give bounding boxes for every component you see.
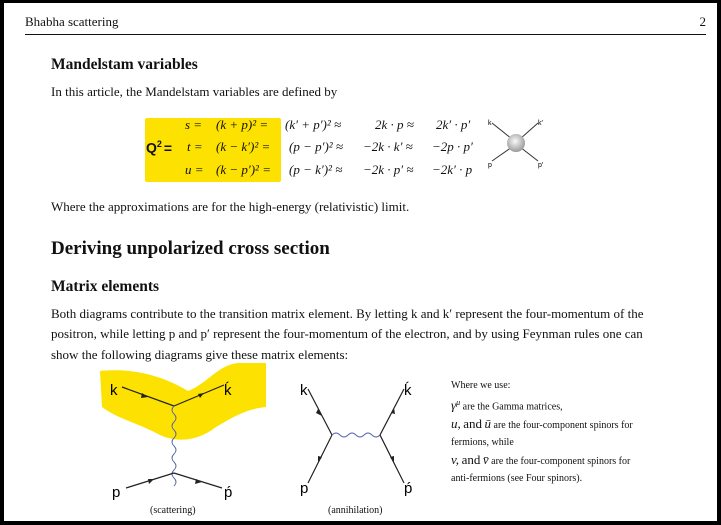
- interaction-blob-diagram: [482, 115, 552, 171]
- svg-text:k: k: [488, 120, 492, 127]
- eq-s-var: s =: [185, 117, 203, 132]
- svg-text:p′: p′: [538, 162, 544, 169]
- page-number: 2: [699, 14, 706, 29]
- svg-text:ḱ: ḱ: [224, 382, 232, 399]
- q-squared-annotation: $Q^2$ =: [146, 139, 173, 156]
- scattering-feynman-diagram: [104, 373, 254, 503]
- eq-t-var: t =: [187, 139, 203, 154]
- svg-text:k′: k′: [538, 120, 543, 127]
- svg-text:p: p: [488, 162, 492, 169]
- eq-u-var: u =: [185, 162, 204, 177]
- paragraph-line-2: positron, while letting p and p′ represent the four-momentum of the electron, and by using Feynman rules one can: [51, 326, 643, 341]
- notation-sidenote: Where we use: $\gamma^\mu$ are the Gamma matrices, u, and ū are the four-component spinors for fermions, while v, and v̄ are the four-component spinors for anti-fermions (see Four spinors).: [451, 380, 633, 485]
- intro-text: In this article, the Mandelstam variables are defined by: [51, 84, 338, 99]
- approximation-note: Where the approximations are for the high-energy (relativistic) limit.: [51, 199, 410, 214]
- svg-text:ṕ: ṕ: [224, 484, 233, 501]
- running-header: [25, 14, 706, 35]
- paragraph-line-3: show the following diagrams give these matrix elements:: [51, 347, 349, 362]
- caption-annihilation: (annihilation): [328, 505, 383, 516]
- header-title: Bhabha scattering: [25, 14, 119, 29]
- heading-matrix-elements: Matrix elements: [51, 278, 160, 295]
- svg-text:k: k: [300, 382, 308, 399]
- svg-text:p: p: [112, 484, 121, 501]
- svg-text:ḱ: ḱ: [404, 382, 412, 399]
- paragraph-line-1: Both diagrams contribute to the transition matrix element. By letting k and k′ represent the four-momentum of the: [51, 306, 644, 321]
- svg-text:ṕ: ṕ: [404, 480, 413, 497]
- annihilation-feynman-diagram: [294, 379, 434, 504]
- heading-mandelstam: Mandelstam variables: [51, 56, 198, 73]
- svg-text:k: k: [110, 382, 118, 399]
- heading-deriving: Deriving unpolarized cross section: [51, 238, 330, 259]
- svg-text:p: p: [300, 480, 309, 497]
- caption-scattering: (scattering): [150, 505, 196, 516]
- document-page: Bhabha scattering 2 Mandelstam variables In this article, the Mandelstam variables are defined by $Q^2$ = s = (k + p)² = (k′ + p′)² ≈ 2k · p ≈ 2k′ · p′ t = (k − k′)² = (p − p′)² ≈ −2k · k′ ≈ −2p · p′ u = (k − p′)² = (p − k′)² ≈ −2k · p′ ≈ −2k′ · p k k′ p p′ Where the approximations are for the high-energy (relativistic) limit. Deriving unpolarized cross section Matrix elements Both diagrams contribute to the transition matrix element. By letting k and k′ represent the four-momentum of the positron, while letting p and p′ represent the four-momentum of the electron, and by using Feynman rules one can show the following diagrams give these matrix elements: k ḱ p ṕ (scattering) k ḱ p ṕ (annihilation) Where we use: $\gamma^\mu$ are the Gamma matrices, u, and ū are the four-component spinors for fermions, while v, and v̄ are the four-component spinors for anti-fermions (see Four spinors).: [4, 3, 717, 521]
